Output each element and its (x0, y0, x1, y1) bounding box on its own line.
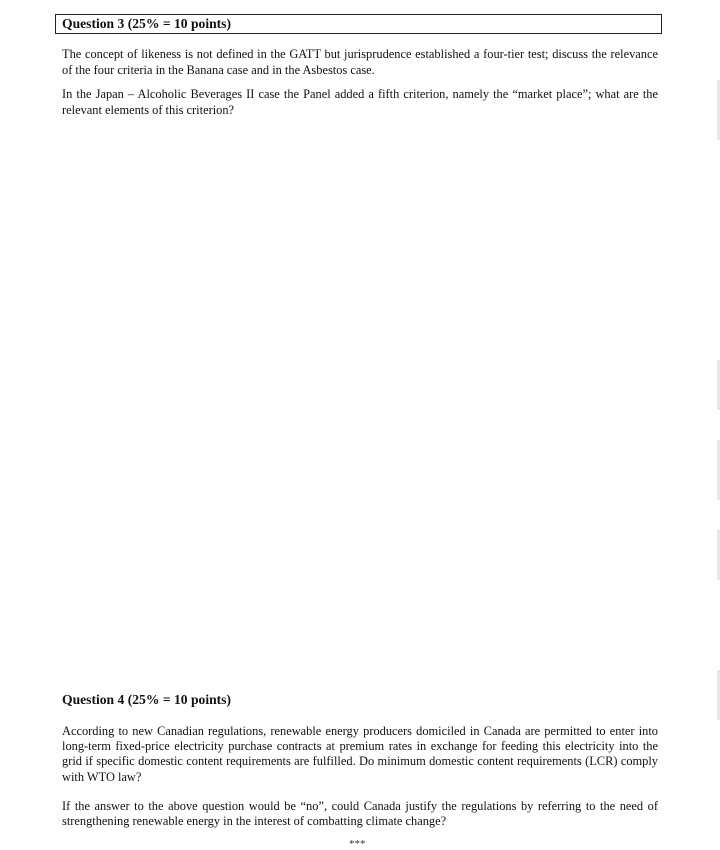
question-3-paragraph-2: In the Japan – Alcoholic Beverages II case the Panel added a fifth criterion, namely the “market place”; what are the relevant elements of this criterion? (62, 87, 658, 117)
question-4-paragraph-1: According to new Canadian regulations, renewable energy producers domiciled in Canada are permitted to enter into long-term fixed-price electricity purchase contracts at premium rates in exchange for feeding this electricity into the grid if specific domestic content requirements are fulfilled. Do minimum domestic content requirements (LCR) comply with WTO law? (62, 724, 658, 784)
question-3-paragraph-1: The concept of likeness is not defined in the GATT but jurisprudence established a four-tier test; discuss the relevance of the four criteria in the Banana case and in the Asbestos case. (62, 47, 658, 77)
section-separator: *** (349, 838, 366, 850)
question-3-header-box (55, 14, 662, 34)
question-4-paragraph-2: If the answer to the above question would be “no”, could Canada justify the regulations by referring to the need of strengthening renewable energy in the interest of combatting climate change? (62, 799, 658, 829)
question-4-title: Question 4 (25% = 10 points) (62, 692, 231, 707)
question-3-title: Question 3 (25% = 10 points) (62, 16, 231, 31)
